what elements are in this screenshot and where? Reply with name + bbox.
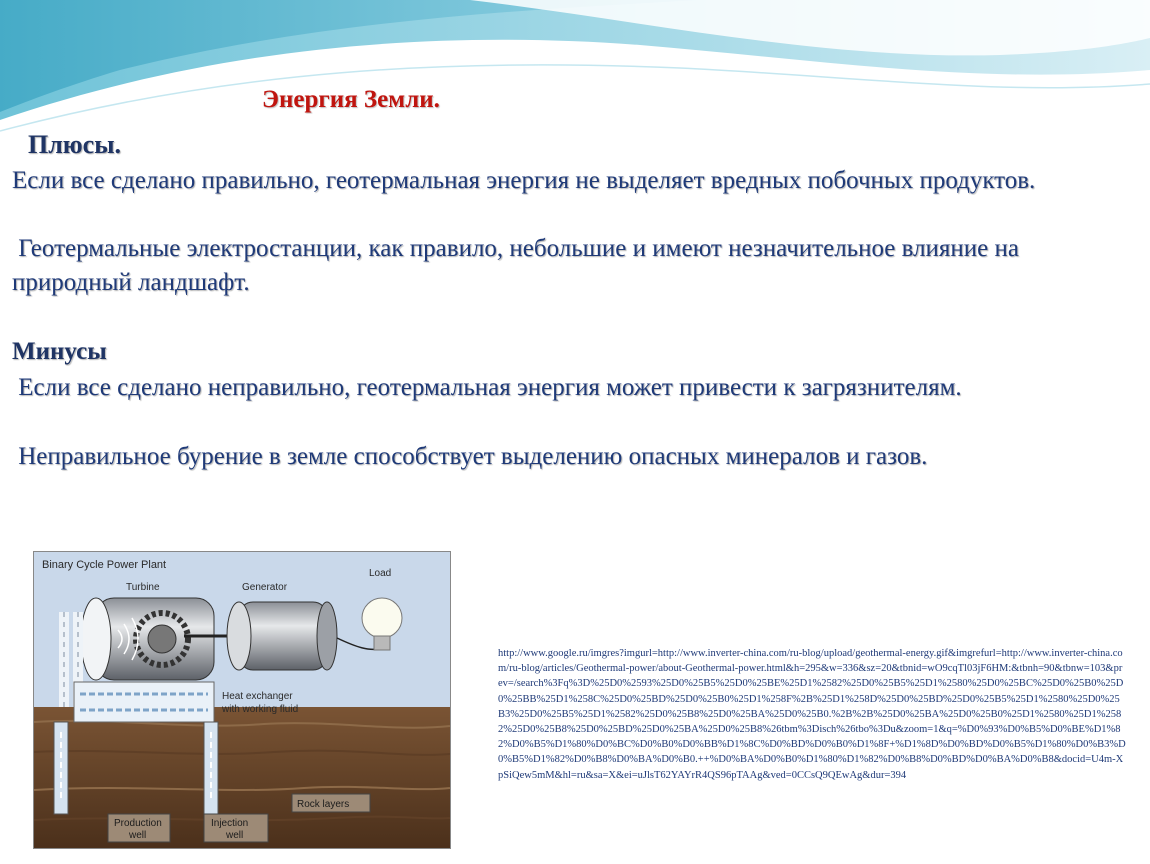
generator-end-cap	[227, 602, 251, 670]
bulb-base	[374, 636, 390, 650]
heat-exchanger	[74, 682, 214, 722]
production-well-label: well	[129, 830, 147, 841]
cons-paragraph-1: Если все сделано неправильно, геотермальная энергия может привести к загрязнителям.	[12, 374, 962, 401]
source-url-link[interactable]: http://www.google.ru/imgres?imgurl=http://www.inverter-china.com/ru-blog/upload/geothermal-energy.gif&imgrefurl=http://www.inverter-china.com/ru-blog/articles/Geothermal-power/about-Geothermal-power.html&h=295&w=336&sz=20&tbnid=wO9cqTl03jF6HM:&tbnh=90&tbnw=103&prev=/search%3Fq%3D%25D0%2593%25D0%25B5%25D0%25BE%25D1%2582%25D0%25B5%25D1%2580%25D0%25BC%25D0%25B0%25D0%25BB%25D1%258C%25D0%25BD%25D0%25B0%25D1%258F%2B%25D1%258D%25D0%25BD%25D0%25B5%25D1%2580%25D0%25B3%25D0%25B5%25D1%2582%25D0%25B8%25D0%25BA%25D0%25B0.%2B%2B%25D0%25BA%25D0%25B0%25D1%2580%25D1%2582%25D0%25B8%25D0%25BD%25D0%25BA%25D0%25B8%26tbm%3Disch%26tbo%3Du&zoom=1&q=%D0%93%D0%B5%D0%BE%D1%82%D0%B5%D1%80%D0%BC%D0%B0%D0%BB%D1%8C%D0%BD%D0%B0%D1%8F+%D1%8D%D0%BD%D0%B5%D1%80%D0%B3%D0%B5%D1%82%D0%B8%D0%BA%D0%B0.++%D0%BA%D0%B0%D1%80%D1%82%D0%B8%D0%BD%D0%BA%D0%B8&docid=U4m-XpSiQew5mM&hl=ru&sa=X&ei=uJlsT62YAYrR4QS96pTAAg&ved=0CCsQ9QEwAg&dur=394	[498, 648, 1126, 781]
turbine-hub	[148, 625, 176, 653]
light-bulb-icon	[362, 598, 402, 638]
turbine-label: Turbine	[126, 582, 160, 593]
rock-layers-label: Rock layers	[297, 799, 350, 810]
production-label: Production	[114, 818, 162, 829]
pros-heading: Плюсы.	[28, 130, 122, 159]
generator-back-cap	[317, 602, 337, 670]
working-fluid-label: with working fluid	[222, 704, 299, 715]
binary-cycle-diagram	[33, 551, 451, 849]
turbine-end-cap	[81, 598, 111, 680]
diagram-title: Binary Cycle Power Plant	[42, 559, 167, 571]
injection-well-label: well	[226, 830, 244, 841]
generator-body	[239, 602, 327, 670]
load-label: Load	[369, 568, 392, 579]
injection-label: Injection	[211, 818, 249, 829]
cons-paragraph-2: Неправильное бурение в земле способствует выделению опасных минералов и газов.	[12, 443, 928, 470]
cons-heading: Минусы	[12, 338, 107, 365]
heat-exchanger-label: Heat exchanger	[222, 691, 293, 702]
decorative-waves	[0, 0, 1150, 140]
pros-paragraph-2: Геотермальные электростанции, как правило, небольшие и имеют незначительное влияние на природный ландшафт.	[12, 235, 1026, 296]
generator-label: Generator	[242, 582, 288, 593]
slide-title: Энергия Земли.	[262, 86, 440, 113]
pros-paragraph-1: Если все сделано правильно, геотермальная энергия не выделяет вредных побочных продуктов.	[12, 167, 1036, 194]
